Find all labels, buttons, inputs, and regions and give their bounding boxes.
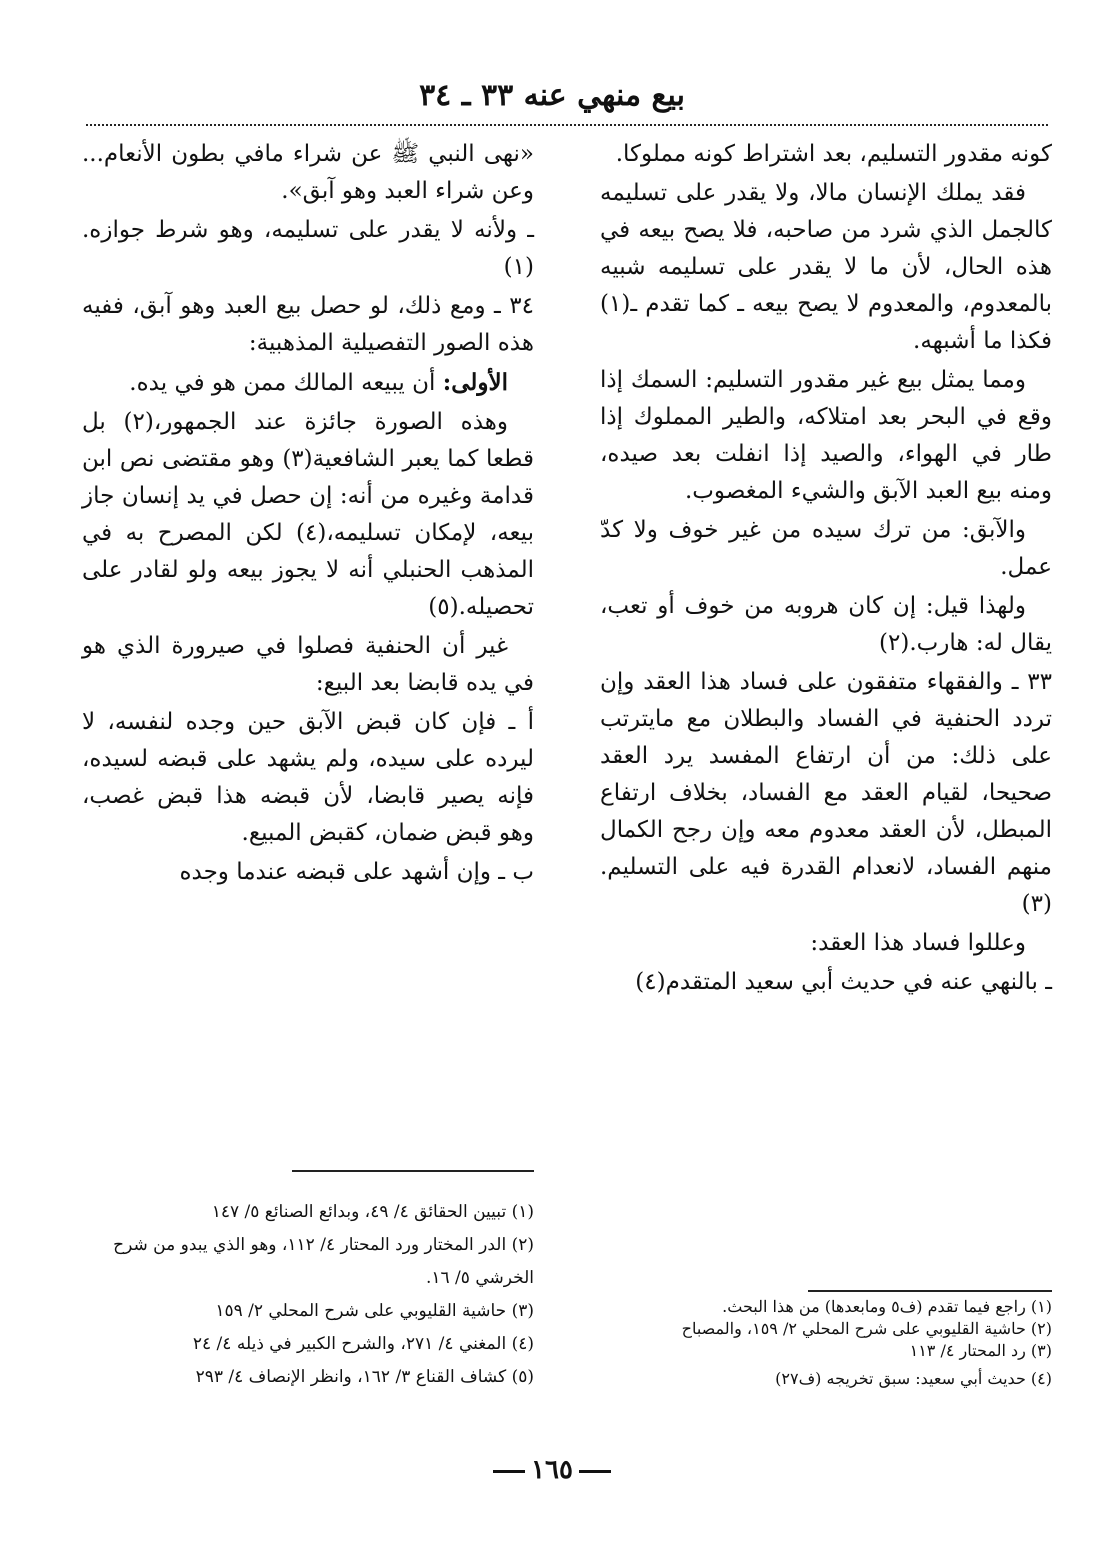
footnote: (٤) المغني ٤/ ٢٧١، والشرح الكبير في ذيله ٤/ ٢٤ [192,1334,534,1354]
paragraph: غير أن الحنفية فصلوا في صيرورة الذي هو في يده قابضا بعد البيع: [82,633,534,696]
footnotes-right [600,1296,1052,1390]
case-label: الأولى: [442,369,508,396]
paragraph: وهذه الصورة جائزة عند الجمهور،(٢) بل قطعا كما يعبر الشافعية(٣) وهو مقتضى نص ابن قدامة وغيره من أنه: إن حصل في يد إنسان جاز بيعه، لإمكان تسليمه،(٤) لكن المصرح به في المذهب الحنبلي أنه لا يجوز بيعه ولو لقادر على تحصيله.(٥) [82,409,534,620]
footnote-separator [808,1290,1052,1292]
footnote: (١) تبيين الحقائق ٤/ ٤٩، وبدائع الصنائع ٥/ ١٤٧ [211,1202,534,1222]
footnote: (٣) حاشية القليوبي على شرح المحلي ٢/ ١٥٩ [215,1301,534,1321]
footnote-separator [292,1170,534,1172]
paragraph: فقد يملك الإنسان مالا، ولا يقدر على تسليمه كالجمل الذي شرد من صاحبه، فلا يصح بيعه في هذه الحال، لأن ما لا يقدر على تسليمه شبيه بالمعدوم، والمعدوم لا يصح بيعه ـ كما تقدم ـ(١) فكذا ما أشبهه. [600,180,1052,354]
footnote: (٢) الدر المختار ورد المحتار ٤/ ١١٢، وهو الذي يبدو من شرح الخرشي ٥/ ١٦. [113,1235,534,1288]
footnote: (٣) رد المحتار ٤/ ١١٣ [909,1341,1052,1360]
hadith-quote: «نهى النبي ﷺ عن شراء مافي بطون الأنعام... وعن شراء العبد وهو آبق». [82,141,534,204]
section-paragraph-33: ٣٣ ـ والفقهاء متفقون على فساد هذا العقد وإن تردد الحنفية في الفساد والبطلان مع مايترتب على ذلك: من أن ارتفاع المفسد يرد العقد صحيحا، لقيام العقد مع الفساد، بخلاف ارتفاع المبطل، لأن العقد معدوم معه وإن رجح الكمال منهم الفساد، لانعدام القدرة فيه على التسليم.(٣) [600,669,1052,917]
paragraph: كونه مقدور التسليم، بعد اشتراط كونه مملوكا. [615,141,1052,167]
paragraph: ـ ولأنه لا يقدر على تسليمه، وهو شرط جوازه.(١) [82,217,534,280]
paragraph: ولهذا قيل: إن كان هروبه من خوف أو تعب، يقال له: هارب.(٢) [600,593,1052,656]
page-number-text: ١٦٥ [531,1455,573,1485]
paragraph: وعللوا فساد هذا العقد: [810,930,1026,956]
header-dotted-rule [86,124,1048,126]
paragraph: ب ـ وإن أشهد على قبضه عندما وجده [179,859,534,885]
section-paragraph-34: ٣٤ ـ ومع ذلك، لو حصل بيع العبد وهو آبق، ففيه هذه الصور التفصيلية المذهبية: [82,293,534,356]
left-column [82,136,534,893]
footnote: (١) راجع فيما تقدم (ف٥ ومابعدها) من هذا البحث. [722,1297,1052,1316]
paragraph: أ ـ فإن كان قبض الآبق حين وجده لنفسه، لا ليرده على سيده، ولم يشهد على قبضه لسيده، فإنه يصير قابضا، لأن قبضه هذا قبض غصب، وهو قبض ضمان، كقبض المبيع. [82,709,534,846]
right-column [600,136,1052,1003]
paragraph: والآبق: من ترك سيده من غير خوف ولا كدّ عمل. [600,517,1052,580]
footnote: (٤) حديث أبي سعيد: سبق تخريجه (ف٢٧) [775,1369,1052,1388]
page-number [0,1455,1104,1485]
paragraph [82,364,534,402]
case-text: أن يبيعه المالك ممن هو في يده. [129,370,436,396]
footnote: (٥) كشاف القناع ٣/ ١٦٢، وانظر الإنصاف ٤/ ٢٩٣ [195,1367,534,1387]
paragraph: ـ بالنهي عنه في حديث أبي سعيد المتقدم(٤) [635,969,1052,995]
paragraph: ومما يمثل بيع غير مقدور التسليم: السمك إذا وقع في البحر بعد امتلاكه، والطير المملوك إذا طار في الهواء، والصيد إذا انفلت بعد صيده، ومنه بيع العبد الآبق والشيء المغصوب. [600,367,1052,504]
footnote: (٢) حاشية القليوبي على شرح المحلي ٢/ ١٥٩، والمصباح [681,1319,1052,1338]
footnotes-left [82,1196,534,1394]
dash-left [579,1470,611,1473]
page-header-title: بيع منهي عنه ٣٣ ـ ٣٤ [419,78,685,113]
dash-right [493,1470,525,1473]
